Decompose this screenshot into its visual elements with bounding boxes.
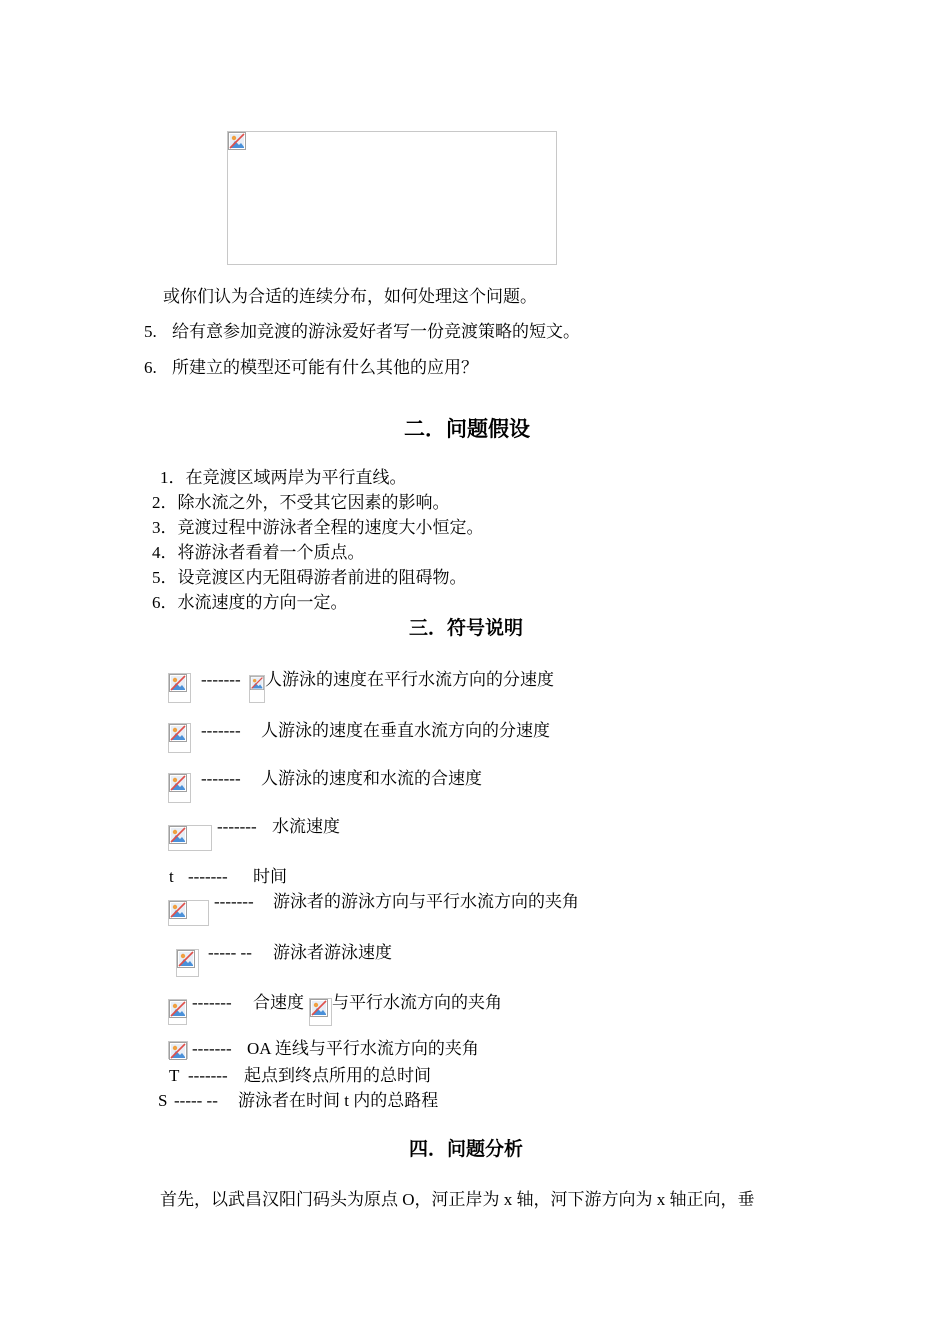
assumption-item: 5．设竞渡区内无阻碍游者前进的阻碍物。 <box>152 568 467 587</box>
symbol-dash: ------- <box>192 1039 232 1058</box>
section-title-assumptions: 二．问题假设 <box>404 417 530 441</box>
assumption-item: 6．水流速度的方向一定。 <box>152 593 348 612</box>
symbol-desc: 人游泳的速度和水流的合速度 <box>261 769 482 788</box>
symbol-letter: T <box>169 1066 180 1085</box>
symbol-dash: ------- <box>201 769 241 788</box>
assumption-item: 4．将游泳者看着一个质点。 <box>152 543 365 562</box>
broken-image-icon <box>310 999 328 1017</box>
symbol-image <box>176 949 199 977</box>
symbol-dash: ----- -- <box>174 1091 218 1110</box>
symbol-desc: 游泳者的游泳方向与平行水流方向的夹角 <box>273 892 579 911</box>
list-item-num-6: 6. <box>144 358 157 377</box>
symbol-image <box>168 999 187 1025</box>
broken-image-icon <box>228 132 246 150</box>
symbol-desc: 人游泳的速度在垂直水流方向的分速度 <box>261 721 550 740</box>
symbol-dash: ------- <box>217 817 257 836</box>
symbol-dash: ------- <box>188 1066 228 1085</box>
symbol-desc: 人游泳的速度在平行水流方向的分速度 <box>265 670 554 689</box>
broken-image-icon <box>169 724 187 742</box>
symbol-desc: OA 连线与平行水流方向的夹角 <box>247 1039 479 1058</box>
symbol-image <box>168 673 191 703</box>
symbol-image <box>168 773 191 803</box>
assumption-item: 3．竞渡过程中游泳者全程的速度大小恒定。 <box>152 518 484 537</box>
symbol-desc: 时间 <box>253 867 287 886</box>
symbol-desc: 游泳者在时间 t 内的总路程 <box>238 1091 439 1110</box>
symbol-desc: 水流速度 <box>272 817 340 836</box>
broken-image-icon <box>250 676 264 690</box>
continued-text: 或你们认为合适的连续分布，如何处理这个问题。 <box>163 287 537 306</box>
symbol-desc: 合速度 <box>253 993 304 1012</box>
symbol-dash: ------- <box>188 867 228 886</box>
symbol-dash: ------- <box>192 993 232 1012</box>
symbol-image <box>168 1041 188 1059</box>
broken-image-icon <box>169 674 187 692</box>
symbol-image <box>168 723 191 753</box>
symbol-image <box>168 825 212 851</box>
list-item-num-5: 5. <box>144 322 157 341</box>
symbol-letter: t <box>169 867 174 886</box>
broken-image-icon <box>169 774 187 792</box>
symbol-dash: ------- <box>201 670 241 689</box>
analysis-paragraph: 首先，以武昌汉阳门码头为原点 O，河正岸为 x 轴，河下游方向为 x 轴正向，垂 <box>160 1190 755 1209</box>
assumption-item: 2．除水流之外，不受其它因素的影响。 <box>152 493 450 512</box>
figure-placeholder <box>227 131 557 265</box>
broken-image-icon <box>169 826 187 844</box>
symbol-dash: ------- <box>201 721 241 740</box>
symbol-desc: 游泳者游泳速度 <box>273 943 392 962</box>
broken-image-icon <box>169 1042 187 1060</box>
symbol-dash: ------- <box>214 892 254 911</box>
broken-image-icon <box>169 1000 187 1018</box>
list-item-6: 所建立的模型还可能有什么其他的应用？ <box>172 358 478 377</box>
broken-image-icon <box>177 950 195 968</box>
assumption-item: 1．在竞渡区域两岸为平行直线。 <box>160 468 407 487</box>
list-item-5: 给有意参加竞渡的游泳爱好者写一份竞渡策略的短文。 <box>172 322 580 341</box>
symbol-subscript-image <box>309 998 332 1026</box>
symbol-letter: S <box>158 1091 168 1110</box>
symbol-dash: ----- -- <box>208 943 252 962</box>
symbol-desc-continued: 与平行水流方向的夹角 <box>332 993 502 1012</box>
symbol-subscript-image <box>249 675 265 703</box>
broken-image-icon <box>169 901 187 919</box>
symbol-desc: 起点到终点所用的总时间 <box>244 1066 431 1085</box>
section-title-analysis: 四．问题分析 <box>409 1138 524 1160</box>
section-title-symbols: 三．符号说明 <box>409 617 524 639</box>
symbol-image <box>168 900 209 926</box>
